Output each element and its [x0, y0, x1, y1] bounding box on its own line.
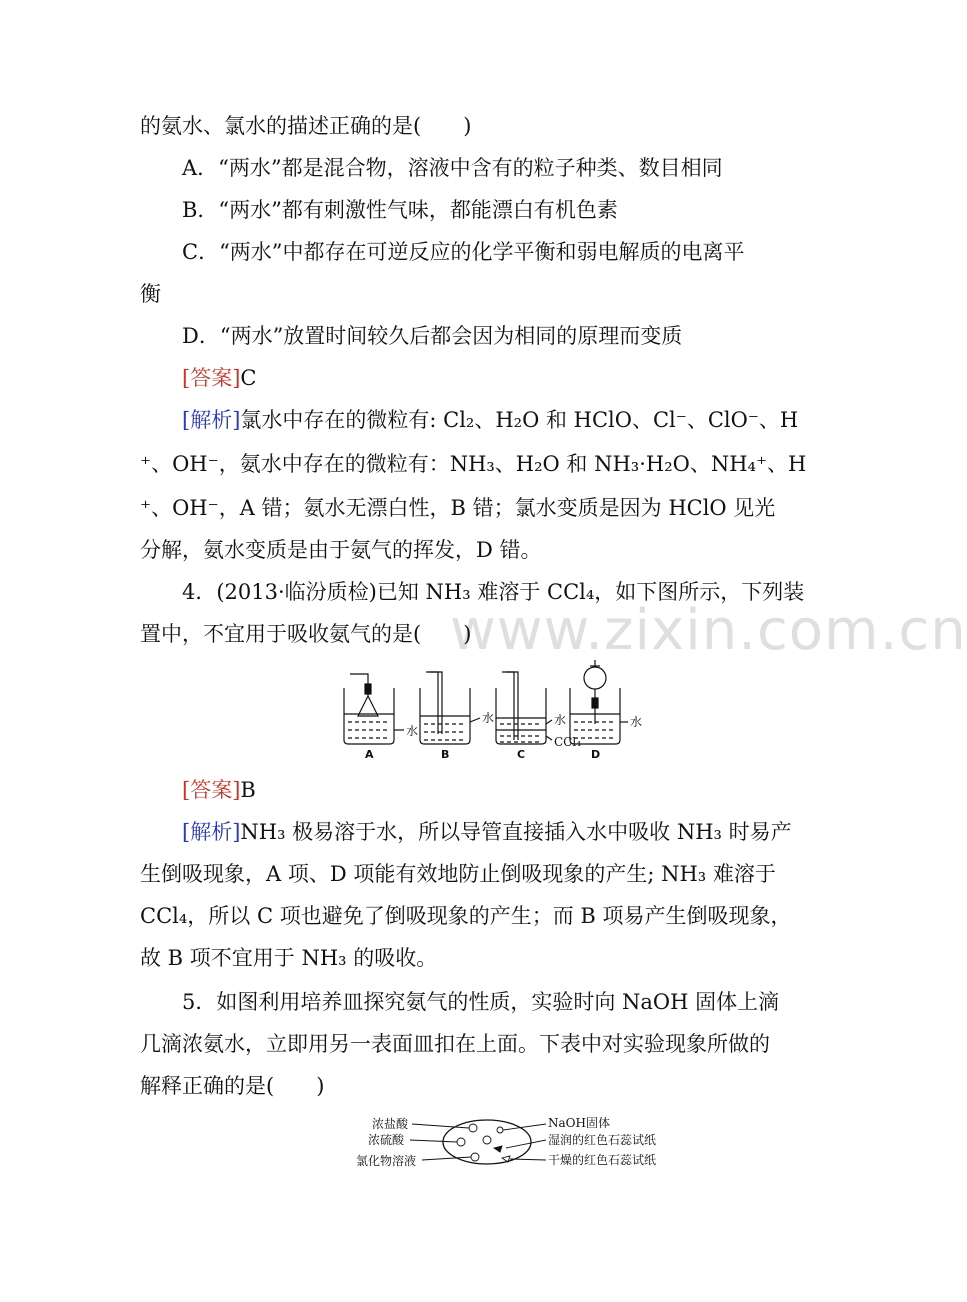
watermark: www.zixin.com.cn: [450, 598, 967, 663]
answer-value: B: [240, 778, 256, 802]
q3-analysis-4: 分解，氨水变质是由于氨气的挥发，D 错。: [140, 538, 542, 562]
q3-option-c: C．“两水”中都存在可逆反应的化学平衡和弱电解质的电离平: [182, 240, 745, 264]
q3-analysis-1: [182, 406, 798, 434]
q4-analysis-1: [182, 818, 792, 846]
label-dry-litmus: 干燥的红色石蕊试纸: [548, 1153, 657, 1167]
analysis-tag: [解析]: [182, 820, 241, 844]
absorption-apparatus-figure: [330, 658, 650, 762]
label-water-c: 水: [554, 713, 567, 727]
q3-analysis-3: ⁺、OH⁻，A 错；氨水无漂白性，B 错；氯水变质是因为 HClO 见光: [140, 496, 776, 520]
q3-option-a: A．“两水”都是混合物，溶液中含有的粒子种类、数目相同: [182, 156, 723, 180]
q3-analysis-2: ⁺、OH⁻，氨水中存在的微粒有：NH₃、H₂O 和 NH₃·H₂O、NH₄⁺、H: [140, 452, 807, 476]
label-naoh-solid: NaOH固体: [548, 1116, 610, 1130]
label-wet-litmus: 湿润的红色石蕊试纸: [548, 1133, 657, 1147]
answer-tag: [答案]: [182, 366, 241, 390]
apparatus-d: [570, 660, 628, 744]
petri-dish-figure: [350, 1112, 657, 1174]
q4-stem-2: 置中，不宜用于吸收氨气的是( ): [140, 622, 472, 646]
q5-stem-1: 5．如图利用培养皿探究氨气的性质，实验时向 NaOH 固体上滴: [182, 990, 780, 1014]
analysis-tag: [解析]: [182, 408, 241, 432]
apparatus-b: [420, 672, 480, 744]
label-water-a: 水: [406, 724, 419, 738]
q3-answer: [182, 364, 256, 392]
q5-stem-2: 几滴浓氨水，立即用另一表面皿扣在上面。下表中对实验现象所做的: [140, 1032, 770, 1056]
label-b: B: [441, 748, 450, 761]
label-conc-h2so4: 浓硫酸: [368, 1133, 405, 1147]
label-ccl4: CCl₄: [554, 735, 582, 749]
q4-analysis-2: 生倒吸现象，A 项、D 项能有效地防止倒吸现象的产生; NH₃ 难溶于: [140, 862, 776, 886]
q4-analysis-3: CCl₄，所以 C 项也避免了倒吸现象的产生；而 B 项易产生倒吸现象，: [140, 904, 792, 928]
analysis-text: 氯水中存在的微粒有: Cl₂、H₂O 和 HClO、Cl⁻、ClO⁻、H: [240, 408, 799, 432]
q4-analysis-4: 故 B 项不宜用于 NH₃ 的吸收。: [140, 946, 438, 970]
q4-stem-1: 4．(2013·临汾质检)已知 NH₃ 难溶于 CCl₄，如下图所示，下列装: [182, 580, 805, 604]
label-c: C: [517, 748, 526, 761]
q3-option-c-cont: 衡: [140, 282, 161, 306]
apparatus-c: [496, 672, 552, 744]
q4-answer: [182, 776, 256, 804]
q5-stem-3: 解释正确的是( ): [140, 1074, 325, 1098]
label-conc-hcl: 浓盐酸: [372, 1117, 409, 1131]
label-d: D: [591, 748, 601, 761]
label-water-d: 水: [630, 715, 643, 729]
q3-stem-tail: 的氨水、氯水的描述正确的是( ): [140, 114, 472, 138]
label-chloride-solution: 氯化物溶液: [356, 1154, 417, 1168]
answer-tag: [答案]: [182, 778, 241, 802]
apparatus-a: [344, 674, 404, 744]
answer-value: C: [240, 366, 257, 390]
label-water-b: 水: [482, 711, 495, 725]
analysis-text: NH₃ 极易溶于水，所以导管直接插入水中吸收 NH₃ 时易产: [240, 820, 792, 844]
label-a: A: [365, 748, 374, 761]
q3-option-b: B．“两水”都有刺激性气味，都能漂白有机色素: [182, 198, 618, 222]
q3-option-d: D．“两水”放置时间较久后都会因为相同的原理而变质: [182, 324, 683, 348]
